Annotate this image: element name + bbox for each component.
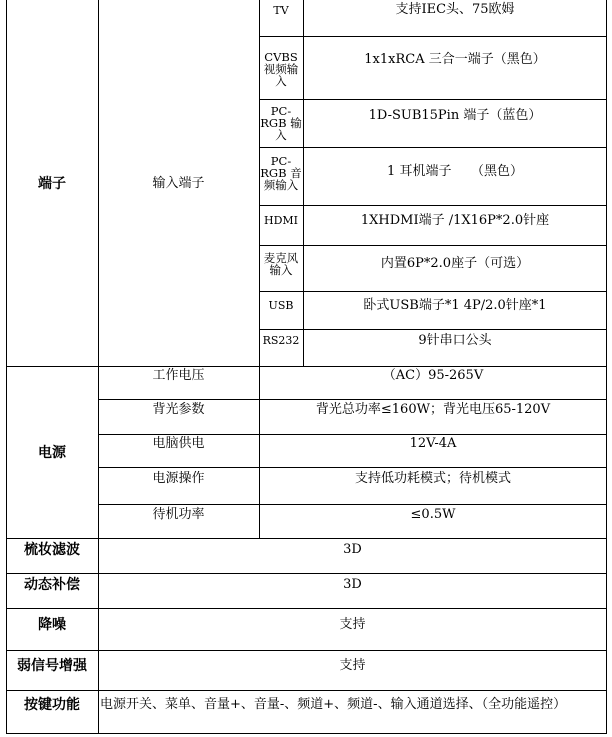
input-label-cvbs: CVBS 视频输入 [263,49,299,88]
input-value-usb: 卧式USB端子*1 4P/2.0针座*1 [363,298,547,313]
power-label-pc-supply: 电脑供电 [152,435,205,451]
input-value-tv: 支持IEC头、75欧姆 [395,2,515,17]
power-value-pc-supply: 12V-4A [409,435,457,451]
grid-line [6,733,607,734]
section-comb-filter: 梳妆滤波 [24,542,80,558]
grid-line [6,573,607,574]
weak-signal-value: 支持 [339,658,366,673]
input-value-pc-rgb: 1D-SUB15Pin 端子（蓝色） [368,108,542,123]
grid-line [6,0,7,734]
grid-line [259,99,607,100]
grid-line [259,245,607,246]
input-label-mic: 麦克风 输入 [263,251,299,277]
section-buttons: 按键功能 [24,696,80,713]
grid-line [6,538,607,539]
grid-line [606,0,607,734]
input-label-pc-rgb-audio: PC-RGB 音频输入 [260,154,302,192]
grid-line [259,205,607,206]
grid-line [6,690,607,691]
grid-line [6,366,607,367]
power-value-backlight: 背光总功率≤160W；背光电压65-120V [315,402,551,417]
noise-reduction-value: 支持 [339,617,366,632]
section-weak-signal: 弱信号增强 [17,658,87,674]
input-value-rs232: 9针串口公头 [418,333,492,348]
input-label-rs232: RS232 [262,334,300,347]
power-label-operation: 电源操作 [152,471,205,486]
grid-line [303,0,304,367]
power-value-voltage: （AC）95-265V [382,367,484,383]
power-label-backlight: 背光参数 [152,402,205,417]
power-value-operation: 支持低功耗模式；待机模式 [354,471,511,486]
section-motion-comp: 动态补偿 [24,577,80,593]
comb-filter-value: 3D [343,542,362,557]
input-value-cvbs: 1x1xRCA 三合一端子（黑色） [364,51,546,67]
grid-line [6,608,607,609]
grid-line [259,147,607,148]
input-label-pc-rgb: PC-RGB 输入 [260,104,302,142]
input-value-mic: 内置6P*2.0座子（可选） [380,256,530,271]
input-label-usb: USB [268,299,294,312]
grid-line [98,504,607,505]
power-value-standby: ≤0.5W [410,507,456,522]
section-ports: 端子 [38,175,66,192]
grid-line [259,36,607,37]
grid-line [98,467,607,468]
input-label-hdmi: HDMI [263,214,299,227]
grid-line [259,0,260,539]
motion-comp-value: 3D [343,577,362,592]
input-value-pc-rgb-audio: 1 耳机端子 （黑色） [387,164,523,179]
power-label-standby: 待机功率 [152,507,205,522]
buttons-value: 电源开关、菜单、音量+、音量-、频道+、频道-、输入通道选择、（全功能遥控） [100,696,567,712]
input-label-tv: TV [273,4,289,17]
grid-line [6,650,607,651]
input-value-hdmi: 1XHDMI端子 /1X16P*2.0针座 [360,213,550,228]
power-label-voltage: 工作电压 [152,367,205,383]
grid-line [259,291,607,292]
grid-line [98,399,607,400]
grid-line [259,329,607,330]
section-noise-reduction: 降噪 [38,617,66,633]
grid-line [98,434,607,435]
grid-line [98,0,99,734]
input-ports-label: 输入端子 [152,175,205,191]
section-power: 电源 [38,445,66,461]
